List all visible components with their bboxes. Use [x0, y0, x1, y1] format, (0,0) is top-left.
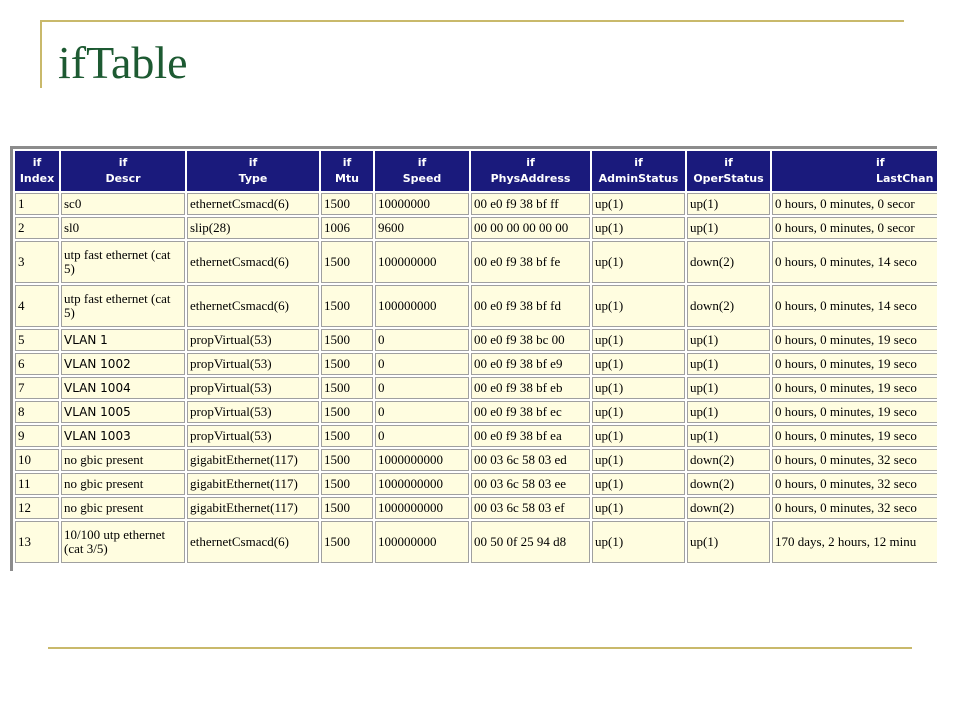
cell-mtu: 1500: [321, 425, 373, 447]
cell-lastchan: 0 hours, 0 minutes, 32 seco: [772, 449, 937, 471]
cell-adminstatus: up(1): [592, 193, 685, 215]
table-row: [15, 377, 937, 399]
cell-adminstatus: up(1): [592, 449, 685, 471]
cell-descr: no gbic present: [61, 449, 185, 471]
header-prefix: if: [526, 156, 535, 169]
table-row: [15, 241, 937, 283]
cell-descr: VLAN 1002: [61, 353, 185, 375]
cell-speed: 10000000: [375, 193, 469, 215]
cell-speed: 0: [375, 329, 469, 351]
cell-descr: no gbic present: [61, 497, 185, 519]
cell-physaddress: 00 e0 f9 38 bc 00: [471, 329, 590, 351]
cell-type: propVirtual(53): [187, 425, 319, 447]
cell-type: gigabitEthernet(117): [187, 449, 319, 471]
cell-mtu: 1006: [321, 217, 373, 239]
cell-adminstatus: up(1): [592, 473, 685, 495]
cell-operstatus: down(2): [687, 473, 770, 495]
cell-lastchan: 0 hours, 0 minutes, 19 seco: [772, 377, 937, 399]
cell-mtu: 1500: [321, 401, 373, 423]
column-header-index: [15, 151, 59, 191]
cell-physaddress: 00 e0 f9 38 bf fe: [471, 241, 590, 283]
cell-descr: VLAN 1: [61, 329, 185, 351]
column-header-speed: [375, 151, 469, 191]
cell-operstatus: up(1): [687, 521, 770, 563]
cell-index: 6: [15, 353, 59, 375]
cell-lastchan: 170 days, 2 hours, 12 minu: [772, 521, 937, 563]
cell-adminstatus: up(1): [592, 521, 685, 563]
header-prefix: if: [118, 156, 128, 169]
cell-physaddress: 00 50 0f 25 94 d8: [471, 521, 590, 563]
header-prefix: if: [342, 156, 352, 169]
cell-index: 3: [15, 241, 59, 283]
header-row: [15, 151, 937, 191]
cell-physaddress: 00 03 6c 58 03 ed: [471, 449, 590, 471]
cell-adminstatus: up(1): [592, 241, 685, 283]
cell-mtu: 1500: [321, 353, 373, 375]
cell-mtu: 1500: [321, 241, 373, 283]
column-header-descr: [61, 151, 185, 191]
table-row: [15, 401, 937, 423]
table-row: [15, 217, 937, 239]
cell-operstatus: down(2): [687, 241, 770, 283]
header-prefix: if: [248, 156, 258, 169]
cell-physaddress: 00 e0 f9 38 bf eb: [471, 377, 590, 399]
cell-type: propVirtual(53): [187, 401, 319, 423]
cell-operstatus: up(1): [687, 193, 770, 215]
cell-descr: no gbic present: [61, 473, 185, 495]
cell-index: 2: [15, 217, 59, 239]
table-row: [15, 425, 937, 447]
cell-index: 1: [15, 193, 59, 215]
cell-speed: 1000000000: [375, 473, 469, 495]
table-row: [15, 449, 937, 471]
cell-mtu: 1500: [321, 329, 373, 351]
cell-speed: 0: [375, 377, 469, 399]
cell-type: propVirtual(53): [187, 377, 319, 399]
table-row: [15, 473, 937, 495]
cell-lastchan: 0 hours, 0 minutes, 32 seco: [772, 497, 937, 519]
cell-index: 11: [15, 473, 59, 495]
cell-lastchan: 0 hours, 0 minutes, 19 seco: [772, 329, 937, 351]
header-prefix: if: [32, 156, 42, 169]
header-label: Type: [238, 172, 268, 185]
header-label: PhysAddress: [490, 172, 571, 185]
cell-descr: sc0: [61, 193, 185, 215]
cell-type: ethernetCsmacd(6): [187, 521, 319, 563]
cell-descr: VLAN 1005: [61, 401, 185, 423]
iftable: [13, 149, 937, 565]
cell-adminstatus: up(1): [592, 425, 685, 447]
header-prefix: if: [417, 156, 427, 169]
header-label: Speed: [402, 172, 442, 185]
cell-adminstatus: up(1): [592, 353, 685, 375]
cell-index: 9: [15, 425, 59, 447]
table-row: [15, 193, 937, 215]
cell-lastchan: 0 hours, 0 minutes, 19 seco: [772, 353, 937, 375]
cell-adminstatus: up(1): [592, 377, 685, 399]
cell-physaddress: 00 e0 f9 38 bf ff: [471, 193, 590, 215]
cell-index: 4: [15, 285, 59, 327]
cell-adminstatus: up(1): [592, 329, 685, 351]
top-rule: [40, 20, 904, 22]
cell-speed: 100000000: [375, 241, 469, 283]
cell-physaddress: 00 03 6c 58 03 ee: [471, 473, 590, 495]
cell-speed: 100000000: [375, 521, 469, 563]
cell-operstatus: up(1): [687, 377, 770, 399]
cell-type: propVirtual(53): [187, 329, 319, 351]
cell-lastchan: 0 hours, 0 minutes, 0 secor: [772, 217, 937, 239]
cell-type: slip(28): [187, 217, 319, 239]
cell-operstatus: up(1): [687, 353, 770, 375]
cell-mtu: 1500: [321, 521, 373, 563]
cell-speed: 1000000000: [375, 497, 469, 519]
cell-index: 5: [15, 329, 59, 351]
cell-adminstatus: up(1): [592, 497, 685, 519]
cell-descr: sl0: [61, 217, 185, 239]
cell-adminstatus: up(1): [592, 217, 685, 239]
cell-operstatus: up(1): [687, 329, 770, 351]
column-header-mtu: [321, 151, 373, 191]
cell-physaddress: 00 e0 f9 38 bf fd: [471, 285, 590, 327]
cell-index: 13: [15, 521, 59, 563]
cell-operstatus: down(2): [687, 497, 770, 519]
cell-type: ethernetCsmacd(6): [187, 241, 319, 283]
header-label: Descr: [105, 172, 141, 185]
cell-descr: VLAN 1003: [61, 425, 185, 447]
iftable-screenshot: [10, 146, 937, 571]
cell-speed: 0: [375, 401, 469, 423]
cell-lastchan: 0 hours, 0 minutes, 19 seco: [772, 401, 937, 423]
cell-physaddress: 00 e0 f9 38 bf ec: [471, 401, 590, 423]
header-label: LastChan: [876, 172, 934, 185]
cell-type: ethernetCsmacd(6): [187, 285, 319, 327]
cell-operstatus: up(1): [687, 425, 770, 447]
cell-index: 7: [15, 377, 59, 399]
cell-mtu: 1500: [321, 449, 373, 471]
table-row: [15, 353, 937, 375]
cell-type: gigabitEthernet(117): [187, 473, 319, 495]
cell-physaddress: 00 00 00 00 00 00: [471, 217, 590, 239]
cell-operstatus: up(1): [687, 401, 770, 423]
cell-speed: 0: [375, 425, 469, 447]
cell-lastchan: 0 hours, 0 minutes, 19 seco: [772, 425, 937, 447]
cell-speed: 9600: [375, 217, 469, 239]
cell-physaddress: 00 03 6c 58 03 ef: [471, 497, 590, 519]
column-header-physaddress: [471, 151, 590, 191]
cell-descr: utp fast ethernet (cat 5): [61, 285, 185, 327]
cell-operstatus: down(2): [687, 449, 770, 471]
cell-descr: 10/100 utp ethernet (cat 3/5): [61, 521, 185, 563]
cell-type: propVirtual(53): [187, 353, 319, 375]
table-body: [15, 193, 937, 563]
table-row: [15, 521, 937, 563]
cell-mtu: 1500: [321, 497, 373, 519]
cell-descr: VLAN 1004: [61, 377, 185, 399]
left-rule: [40, 20, 42, 88]
cell-mtu: 1500: [321, 377, 373, 399]
cell-adminstatus: up(1): [592, 401, 685, 423]
header-prefix: if: [634, 156, 643, 169]
cell-operstatus: up(1): [687, 217, 770, 239]
column-header-type: [187, 151, 319, 191]
cell-physaddress: 00 e0 f9 38 bf ea: [471, 425, 590, 447]
cell-type: gigabitEthernet(117): [187, 497, 319, 519]
cell-descr: utp fast ethernet (cat 5): [61, 241, 185, 283]
cell-mtu: 1500: [321, 473, 373, 495]
header-label: AdminStatus: [598, 172, 679, 185]
header-label: Mtu: [334, 172, 360, 185]
column-header-adminstatus: [592, 151, 685, 191]
cell-operstatus: down(2): [687, 285, 770, 327]
column-header-operstatus: [687, 151, 770, 191]
cell-lastchan: 0 hours, 0 minutes, 14 seco: [772, 241, 937, 283]
column-header-lastchan: [772, 151, 937, 191]
cell-index: 12: [15, 497, 59, 519]
bottom-rule: [48, 647, 912, 649]
table-row: [15, 285, 937, 327]
table-row: [15, 497, 937, 519]
header-prefix: if: [876, 156, 885, 169]
cell-speed: 1000000000: [375, 449, 469, 471]
table-row: [15, 329, 937, 351]
header-label: Index: [19, 172, 55, 185]
cell-physaddress: 00 e0 f9 38 bf e9: [471, 353, 590, 375]
cell-type: ethernetCsmacd(6): [187, 193, 319, 215]
cell-speed: 100000000: [375, 285, 469, 327]
cell-index: 10: [15, 449, 59, 471]
cell-lastchan: 0 hours, 0 minutes, 0 secor: [772, 193, 937, 215]
cell-lastchan: 0 hours, 0 minutes, 14 seco: [772, 285, 937, 327]
cell-adminstatus: up(1): [592, 285, 685, 327]
cell-speed: 0: [375, 353, 469, 375]
cell-index: 8: [15, 401, 59, 423]
slide-title: ifTable: [58, 37, 188, 88]
header-label: OperStatus: [693, 172, 764, 185]
cell-mtu: 1500: [321, 285, 373, 327]
cell-lastchan: 0 hours, 0 minutes, 32 seco: [772, 473, 937, 495]
cell-mtu: 1500: [321, 193, 373, 215]
header-prefix: if: [724, 156, 733, 169]
